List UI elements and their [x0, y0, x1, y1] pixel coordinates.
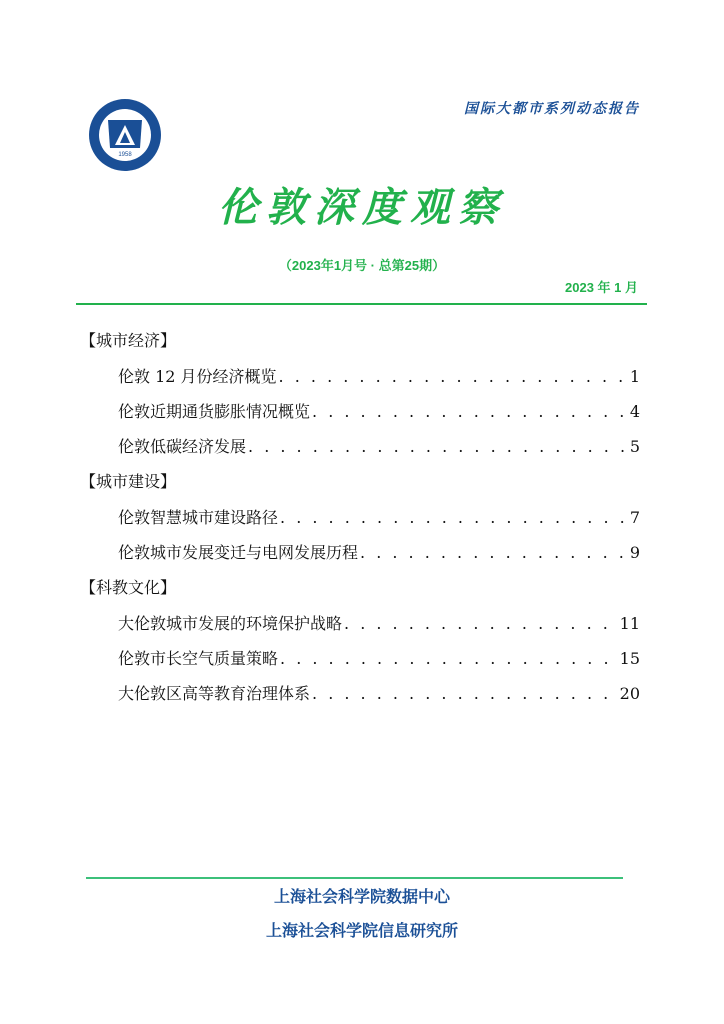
entry-page: 20 [619, 684, 640, 703]
entry-page: 11 [619, 614, 640, 633]
entry-page: 5 [629, 437, 640, 456]
toc-section [80, 471, 640, 577]
entry-page: 4 [629, 402, 640, 421]
leader-dots [312, 683, 618, 705]
toc-entry[interactable] [80, 648, 640, 683]
toc-entry[interactable] [80, 436, 640, 471]
org-info-institute: 上海社会科学院信息研究所 [265, 923, 458, 940]
entry-page: 15 [619, 649, 640, 668]
toc-entry[interactable] [80, 507, 640, 542]
entry-title: 伦敦城市发展变迁与电网发展历程 [118, 543, 359, 562]
entry-title: 伦敦低碳经济发展 [118, 437, 247, 456]
top-divider [76, 303, 647, 305]
table-of-contents [80, 330, 640, 718]
entry-title: 伦敦智慧城市建设路径 [118, 508, 279, 527]
svg-text:1958: 1958 [118, 152, 132, 158]
leader-dots [360, 542, 628, 564]
bottom-divider [86, 877, 623, 879]
page-title: 伦敦深度观察 [218, 184, 506, 231]
entry-page: 7 [629, 508, 640, 527]
entry-title: 大伦敦区高等教育治理体系 [118, 684, 311, 703]
org-data-center: 上海社会科学院数据中心 [273, 889, 450, 906]
leader-dots [280, 648, 618, 670]
leader-dots [280, 507, 628, 529]
leader-dots [248, 436, 628, 458]
series-label: 国际大都市系列动态报告 [464, 101, 640, 117]
leader-dots [312, 401, 628, 423]
toc-entry[interactable] [80, 683, 640, 718]
toc-section [80, 330, 640, 471]
issue-number: （2023年1月号 · 总第25期） [278, 258, 446, 273]
toc-entry[interactable] [80, 613, 640, 648]
toc-section [80, 577, 640, 718]
leader-dots [279, 366, 628, 388]
section-title: 【城市建设】 [80, 472, 177, 491]
entry-title: 伦敦市长空气质量策略 [118, 649, 279, 668]
toc-entry[interactable] [80, 401, 640, 436]
leader-dots [344, 613, 618, 635]
academy-logo [88, 98, 162, 172]
publication-date: 2023 年 1 月 [565, 280, 638, 295]
section-title: 【城市经济】 [80, 331, 177, 350]
toc-entry[interactable] [80, 542, 640, 577]
section-title: 【科教文化】 [80, 578, 177, 597]
entry-page: 9 [629, 543, 640, 562]
entry-page: 1 [629, 367, 640, 386]
toc-entry[interactable] [80, 366, 640, 401]
entry-title: 伦敦近期通货膨胀情况概览 [118, 402, 311, 421]
entry-title: 伦敦 12 月份经济概览 [118, 367, 277, 386]
entry-title: 大伦敦城市发展的环境保护战略 [118, 614, 343, 633]
